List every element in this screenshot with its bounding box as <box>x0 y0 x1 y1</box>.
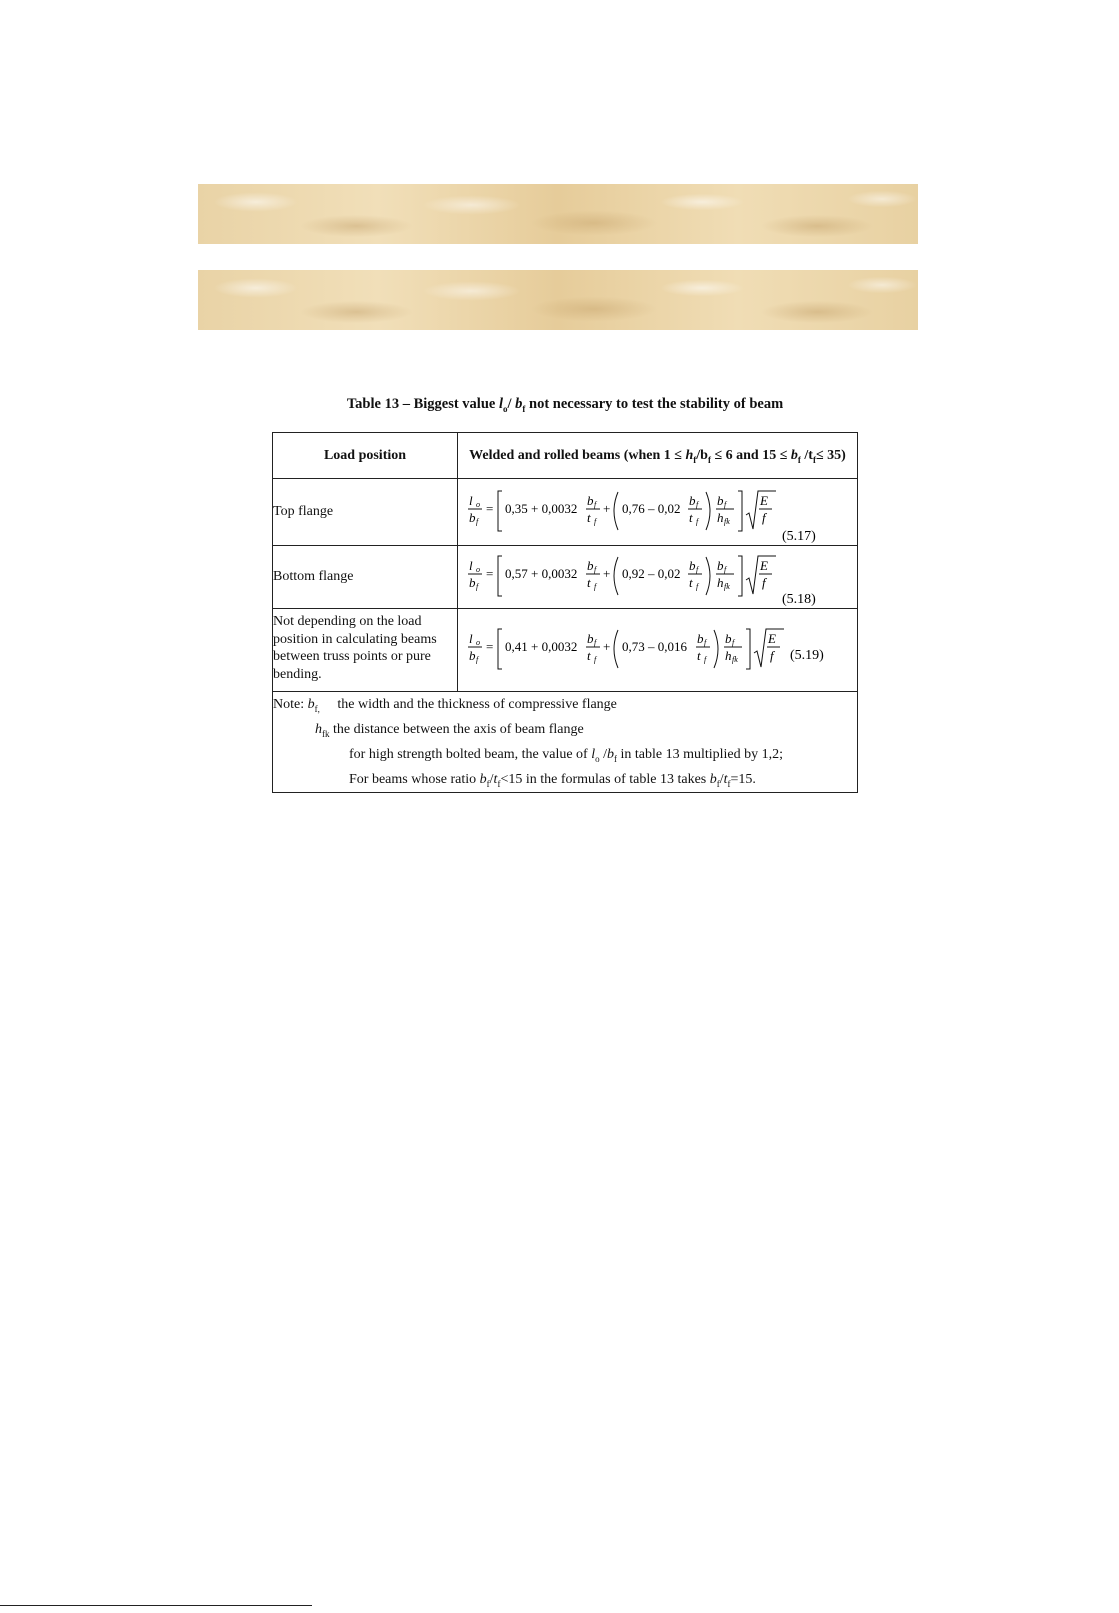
right-bracket <box>738 556 742 596</box>
note-line-3: for high strength bolted beam, the value of $l_o$ $/b_f$ in table 13 multiplied by 1,2; <box>349 747 784 764</box>
table-row <box>273 546 858 609</box>
fraction-1-num: b <box>587 631 594 646</box>
equation-number: (5.17) <box>782 529 816 544</box>
right-bracket <box>746 629 750 669</box>
coefficient-1: 0,41 + 0,0032 <box>505 639 578 654</box>
sqrt-den: f <box>762 510 766 525</box>
fraction-2-den: t <box>689 510 693 525</box>
left-paren <box>614 557 618 595</box>
right-bracket <box>738 491 742 531</box>
sqrt-num: E <box>768 631 776 646</box>
fraction-3-den: h <box>725 648 732 663</box>
row-label-top-flange: Top flange <box>273 479 458 546</box>
header-load-position: Load position <box>273 433 458 479</box>
left-paren <box>614 492 618 530</box>
fraction-2-num-sub: f <box>696 565 699 574</box>
lhs-num-sub: o <box>476 638 480 647</box>
plus-sign: + <box>603 639 611 654</box>
table-caption <box>272 396 858 413</box>
lhs-den: b <box>469 648 476 663</box>
fraction-1-den-sub: f <box>594 582 597 591</box>
equals-sign: = <box>486 639 494 654</box>
formula-cell <box>458 479 858 546</box>
lhs-den: b <box>469 510 476 525</box>
fraction-3-den: h <box>717 575 724 590</box>
caption-symbol-b: b <box>515 396 523 412</box>
lhs-den-sub: f <box>476 582 479 591</box>
fraction-2-num-sub: f <box>696 500 699 509</box>
caption-suffix: not necessary to test the stability of beam <box>525 396 784 412</box>
caption-symbol-l: l <box>498 396 503 412</box>
fraction-1-num-sub: f <box>594 565 597 574</box>
fraction-1-num: b <box>587 558 594 573</box>
formula-3 <box>458 609 858 692</box>
fraction-2-den: t <box>697 648 701 663</box>
fraction-2-num: b <box>697 631 704 646</box>
fraction-3-num-sub: f <box>724 565 727 574</box>
formula-cell <box>458 546 858 609</box>
fraction-3-num-sub: f <box>724 500 727 509</box>
table-note-row <box>273 692 858 793</box>
sqrt-num: E <box>760 493 768 508</box>
lhs-num: l <box>469 558 473 573</box>
note-line-1: Note: $b_{f,}$ the width and the thickness of compressive flange <box>273 697 617 714</box>
fraction-3-num: b <box>725 631 732 646</box>
fraction-2-num-sub: f <box>704 638 707 647</box>
fraction-3-num-sub: f <box>732 638 735 647</box>
coefficient-1: 0,57 + 0,0032 <box>505 566 578 581</box>
fraction-3-num: b <box>717 558 724 573</box>
fraction-2-den-sub: f <box>696 582 699 591</box>
table-header-row <box>273 433 858 479</box>
fraction-1-num-sub: f <box>594 638 597 647</box>
table-row <box>273 479 858 546</box>
right-paren <box>706 557 710 595</box>
fraction-2-den: t <box>689 575 693 590</box>
coefficient-2: 0,76 – 0,02 <box>622 501 681 516</box>
right-paren <box>706 492 710 530</box>
fraction-1-den-sub: f <box>594 655 597 664</box>
formula-cell <box>458 609 858 692</box>
caption-sub-o: o <box>503 403 508 414</box>
fraction-2-den-sub: f <box>696 517 699 526</box>
note-line-2: $h_{fk}$ the distance between the axis of beam flange <box>315 722 584 739</box>
lhs-den-sub: f <box>476 655 479 664</box>
fraction-2-den-sub: f <box>704 655 707 664</box>
left-paren <box>614 630 618 668</box>
lhs-num-sub: o <box>476 500 480 509</box>
sqrt-den: f <box>762 575 766 590</box>
fraction-3-den-sub: fk <box>732 655 738 664</box>
decorative-banner-bottom <box>198 270 918 330</box>
formula-2 <box>458 546 858 609</box>
left-bracket <box>498 556 502 596</box>
row-label-not-depending: Not depending on the load position in calculating beams between truss points or pure bending. <box>273 609 458 692</box>
equals-sign: = <box>486 501 494 516</box>
fraction-3-den-sub: fk <box>724 582 730 591</box>
note-line-4: For beams whose ratio $b_f/t_f<15$ in the formulas of table 13 takes $b_f/t_f=15$. <box>349 772 756 789</box>
table-row <box>273 609 858 692</box>
plus-sign: + <box>603 566 611 581</box>
sqrt-num: E <box>760 558 768 573</box>
coefficient-1: 0,35 + 0,0032 <box>505 501 578 516</box>
footnote-rule <box>0 1605 312 1606</box>
decorative-banner-top <box>198 184 918 244</box>
right-paren <box>714 630 718 668</box>
fraction-1-den-sub: f <box>594 517 597 526</box>
coefficient-2: 0,73 – 0,016 <box>622 639 687 654</box>
lhs-den-sub: f <box>476 517 479 526</box>
header-welded-rolled-beams: Welded and rolled beams (when $1 \le h_f/b_f \le 6$ and $15 \le b_f$ $/t_f\le 35$) <box>458 433 858 479</box>
lhs-num-sub: o <box>476 565 480 574</box>
lhs-num: l <box>469 493 473 508</box>
fraction-2-num: b <box>689 558 696 573</box>
equals-sign: = <box>486 566 494 581</box>
equation-number: (5.19) <box>790 648 824 663</box>
lhs-num: l <box>469 631 473 646</box>
fraction-3-num: b <box>717 493 724 508</box>
formula-1 <box>458 479 858 546</box>
fraction-3-den-sub: fk <box>724 517 730 526</box>
fraction-1-den: t <box>587 575 591 590</box>
caption-slash: / <box>507 396 516 412</box>
left-bracket <box>498 629 502 669</box>
caption-sub-f: f <box>522 403 526 414</box>
fraction-1-num-sub: f <box>594 500 597 509</box>
left-bracket <box>498 491 502 531</box>
fraction-1-den: t <box>587 648 591 663</box>
plus-sign: + <box>603 501 611 516</box>
equation-number: (5.18) <box>782 592 816 607</box>
coefficient-2: 0,92 – 0,02 <box>622 566 681 581</box>
stability-table <box>272 432 858 793</box>
fraction-1-den: t <box>587 510 591 525</box>
table-note <box>273 692 858 793</box>
fraction-2-num: b <box>689 493 696 508</box>
fraction-3-den: h <box>717 510 724 525</box>
caption-prefix: Table 13 – Biggest value <box>346 396 499 412</box>
sqrt-den: f <box>770 648 774 663</box>
fraction-1-num: b <box>587 493 594 508</box>
lhs-den: b <box>469 575 476 590</box>
row-label-bottom-flange: Bottom flange <box>273 546 458 609</box>
